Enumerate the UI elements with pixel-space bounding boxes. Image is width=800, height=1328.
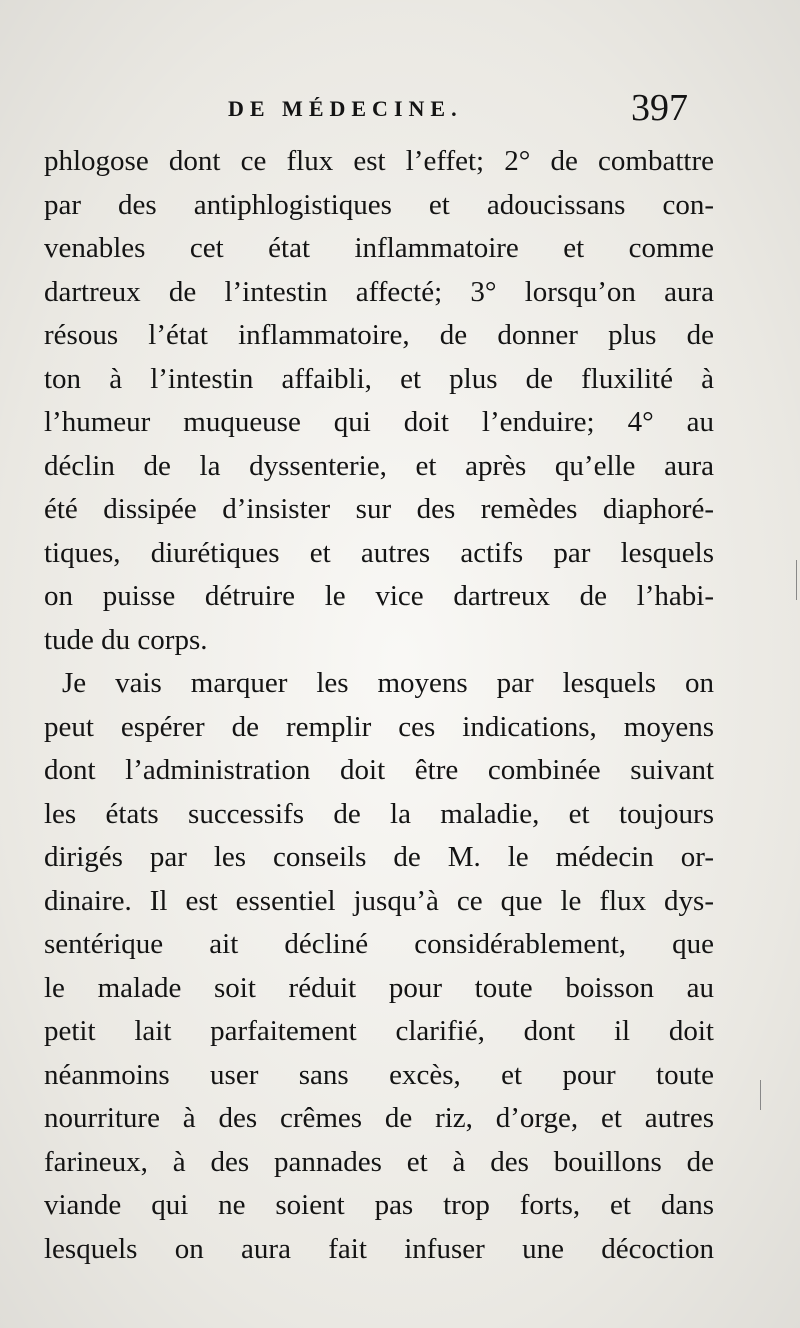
text-line: tiques, diurétiques et autres actifs par lesquels [44,536,714,569]
text-line: l’humeur muqueuse qui doit l’enduire; 4° au [44,406,714,438]
page-edge-mark [760,1080,761,1110]
running-title: DE MÉDECINE. [228,96,463,121]
text-line: phlogose dont ce flux est l’effet; 2° de combattre [44,145,714,177]
text-line: ton à l’intestin affaibli, et plus de fluxilité à [44,362,714,395]
page-edge-mark [796,560,797,600]
text-line: tude du corps. [44,623,208,656]
paragraph-2 [44,662,714,1271]
text-line: venables cet état inflammatoire et comme [44,232,714,264]
text-line: déclin de la dyssenterie, et après qu’elle aura [44,449,714,482]
text-line: sentérique ait décliné considérablement, que [44,928,714,960]
text-line: viande qui ne soient pas trop forts, et dans [44,1189,714,1221]
text-line: été dissipée d’insister sur des remèdes diaphoré- [44,493,714,525]
text-line: dartreux de l’intestin affecté; 3° lorsqu’on aura [44,275,714,308]
body-text [44,140,714,1271]
text-line: dont l’administration doit être combinée suivant [44,754,714,786]
text-line: dirigés par les conseils de M. le médecin or- [44,841,714,873]
text-line: résous l’état inflammatoire, de donner plus de [44,319,714,351]
text-line: on puisse détruire le vice dartreux de l’habi- [44,580,714,612]
text-line: farineux, à des pannades et à des bouillons de [44,1145,714,1178]
text-line: le malade soit réduit pour toute boisson au [44,971,714,1004]
text-line: lesquels on aura fait infuser une décoction [44,1232,714,1265]
page-number: 397 [631,87,688,129]
page-header [228,86,688,132]
text-line: les états successifs de la maladie, et toujours [44,797,714,830]
text-line: néanmoins user sans excès, et pour toute [44,1058,714,1091]
text-line: par des antiphlogistiques et adoucissans con- [44,188,714,221]
text-line: petit lait parfaitement clarifié, dont il doit [44,1015,714,1047]
text-line: peut espérer de remplir ces indications, moyens [44,710,714,743]
text-line: dinaire. Il est essentiel jusqu’à ce que le flux dys- [44,884,714,917]
paragraph-1 [44,140,714,662]
text-line: nourriture à des crêmes de riz, d’orge, et autres [44,1102,714,1134]
text-line: Je vais marquer les moyens par lesquels on [62,667,714,699]
